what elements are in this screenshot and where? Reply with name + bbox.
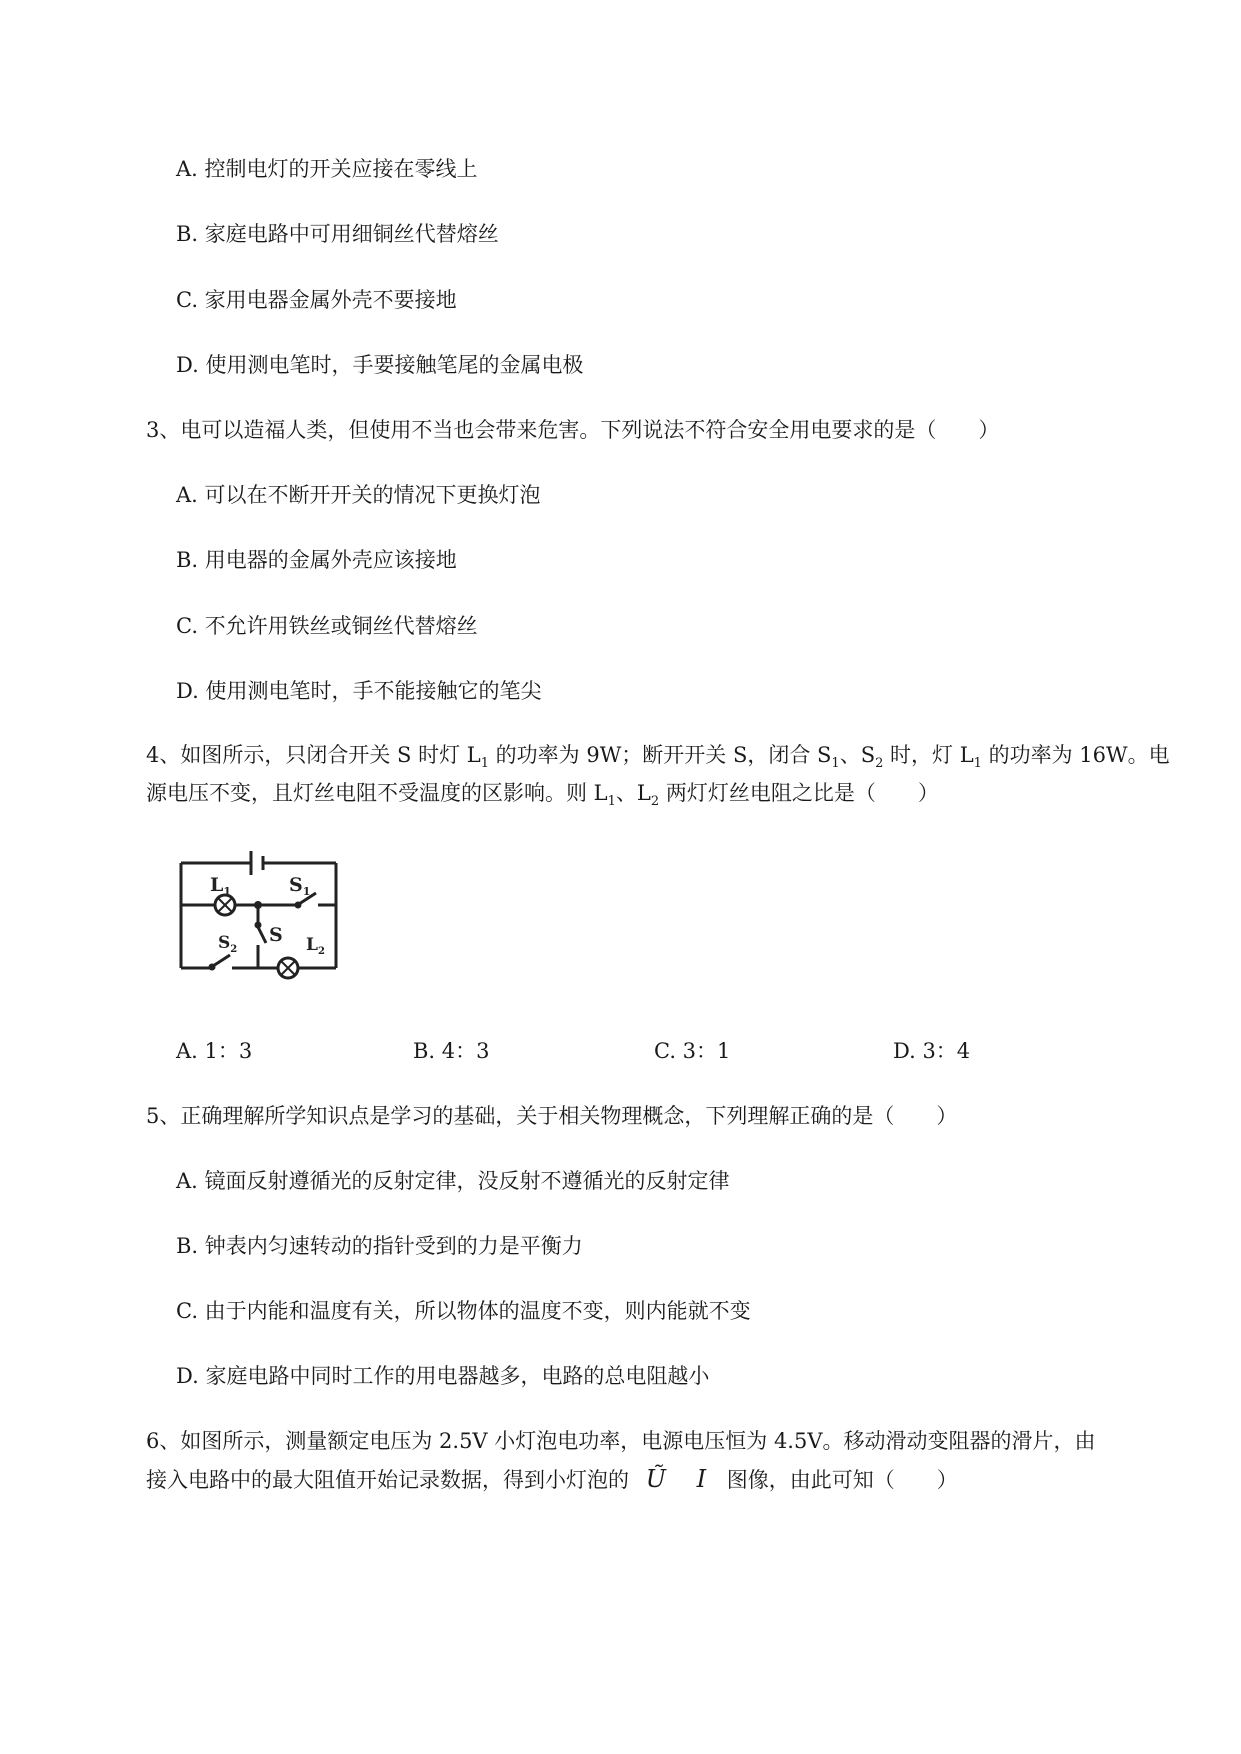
q2-option-a: A. 控制电灯的开关应接在零线上 bbox=[176, 157, 478, 181]
math-u: Ũ bbox=[645, 1465, 666, 1493]
q6-stem-line1: 6、如图所示，测量额定电压为 2.5V 小灯泡电功率，电源电压恒为 4.5V。移动滑动变阻器的滑片，由 bbox=[146, 1429, 1096, 1453]
label-l2: $L_2$ bbox=[306, 935, 325, 957]
q2-option-c: C. 家用电器金属外壳不要接地 bbox=[176, 288, 457, 312]
q4-option-a: A. 1：3 bbox=[176, 1039, 253, 1063]
q5-option-a: A. 镜面反射遵循光的反射定律，没反射不遵循光的反射定律 bbox=[176, 1169, 730, 1193]
q5-option-c: C. 由于内能和温度有关，所以物体的温度不变，则内能就不变 bbox=[176, 1299, 751, 1323]
label-s: S bbox=[269, 924, 283, 946]
circuit-diagram bbox=[176, 843, 356, 983]
q6-stem-line2: 接入电路中的最大阻值开始记录数据，得到小灯泡的 Ũ I 图像，由此可知（ ） bbox=[146, 1465, 958, 1493]
q3-option-a: A. 可以在不断开开关的情况下更换灯泡 bbox=[176, 483, 541, 507]
label-s1: $S_1$ bbox=[289, 874, 311, 898]
q2-option-b: B. 家庭电路中可用细铜丝代替熔丝 bbox=[176, 222, 499, 246]
q3-option-c: C. 不允许用铁丝或铜丝代替熔丝 bbox=[176, 614, 478, 638]
switch-s2-icon bbox=[213, 955, 230, 966]
q4-option-d: D. 3：4 bbox=[893, 1039, 971, 1063]
q4-option-c: C. 3：1 bbox=[654, 1039, 731, 1063]
label-s2: $S_2$ bbox=[218, 933, 238, 955]
math-i: I bbox=[696, 1465, 707, 1493]
q2-option-d: D. 使用测电笔时，手要接触笔尾的金属电极 bbox=[176, 353, 584, 377]
q3-stem: 3、电可以造福人类，但使用不当也会带来危害。下列说法不符合安全用电要求的是（ ） bbox=[146, 418, 1000, 442]
switch-s-icon bbox=[258, 927, 266, 943]
q5-option-d: D. 家庭电路中同时工作的用电器越多，电路的总电阻越小 bbox=[176, 1364, 710, 1388]
q5-option-b: B. 钟表内匀速转动的指针受到的力是平衡力 bbox=[176, 1234, 583, 1258]
label-l1: $L_1$ bbox=[210, 874, 232, 898]
q5-stem: 5、正确理解所学知识点是学习的基础，关于相关物理概念，下列理解正确的是（ ） bbox=[146, 1104, 958, 1128]
q3-option-d: D. 使用测电笔时，手不能接触它的笔尖 bbox=[176, 679, 542, 703]
q4-options-row bbox=[0, 1036, 1241, 1066]
q4-stem-line2: 源电压不变，且灯丝电阻不受温度的区影响。则 $L_1$、$L_2$ 两灯灯丝电阻之比是（ ） bbox=[146, 781, 939, 809]
q3-option-b: B. 用电器的金属外壳应该接地 bbox=[176, 548, 457, 572]
q4-stem-line1: 4、如图所示，只闭合开关 S 时灯 $L_1$ 的功率为 9W；断开开关 S，闭合 $S_1$、$S_2$ 时，灯 $L_1$ 的功率为 16W。电 bbox=[146, 743, 1170, 771]
q4-option-b: B. 4：3 bbox=[413, 1039, 490, 1063]
